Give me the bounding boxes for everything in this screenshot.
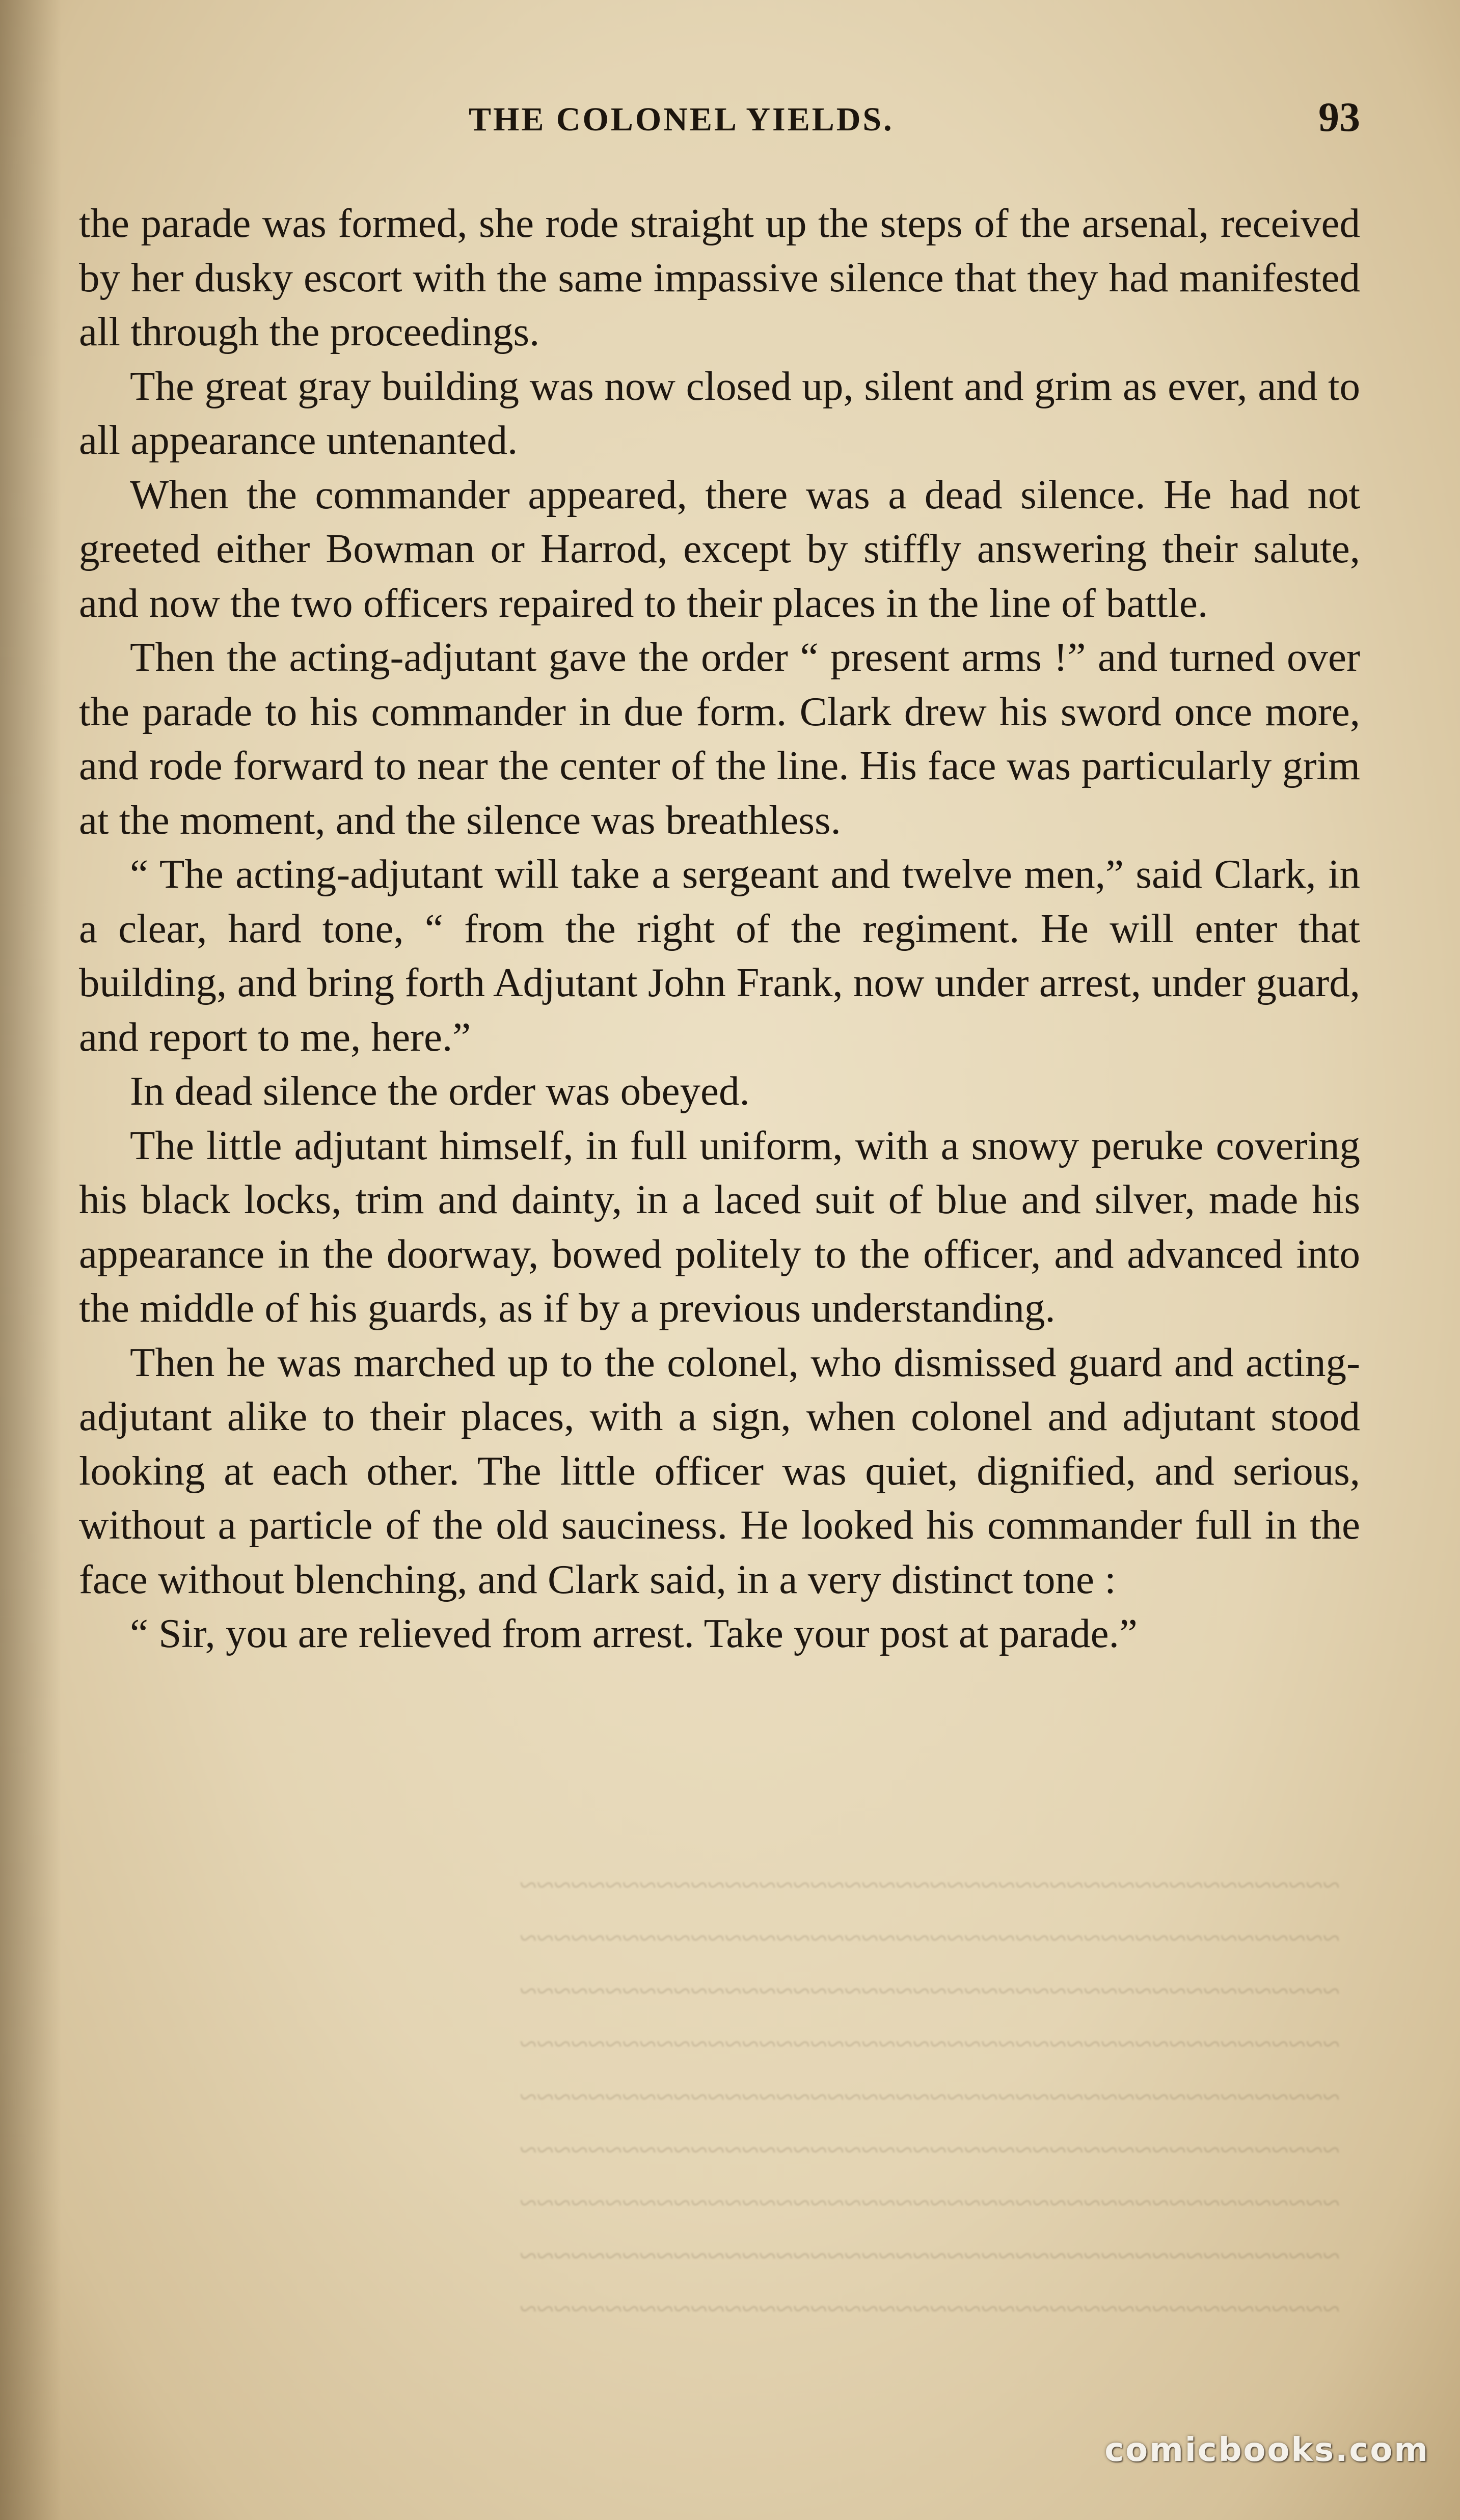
body-text [79, 196, 1360, 1661]
paragraph: “ The acting-adjutant will take a sergeant and twelve men,” said Clark, in a clear, hard tone, “ from the right of the regiment. He will enter that building, and bring forth Adjutant John Frank, now under arrest, under guard, and report to me, here.” [79, 851, 1360, 1060]
bleed-through-text: ~~~~~~~~~~~~~~~~~~~~~~~~~~~~~~~~~~~~~~~~~~~~~~~~ ~~~~~~~~~~~~~~~~~~~~~~~~~~~~~~~~~~~~~~~~~~~~~~~~ ~~~~~~~~~~~~~~~~~~~~~~~~~~~~~~~~~~~~~~~~~~~~~~~~ ~~~~~~~~~~~~~~~~~~~~~~~~~~~~~~~~~~~~~~~~~~~~~~~~ ~~~~~~~~~~~~~~~~~~~~~~~~~~~~~~~~~~~~~~~~~~~~~~~~ ~~~~~~~~~~~~~~~~~~~~~~~~~~~~~~~~~~~~~~~~~~~~~~~~ ~~~~~~~~~~~~~~~~~~~~~~~~~~~~~~~~~~~~~~~~~~~~~~~~ ~~~~~~~~~~~~~~~~~~~~~~~~~~~~~~~~~~~~~~~~~~~~~~~~ ~~~~~~~~~~~~~~~~~~~~~~~~~~~~~~~~~~~~~~~~~~~~~~~~ [519, 1868, 1340, 2326]
paragraph: The little adjutant himself, in full uniform, with a snowy peruke covering his black locks, trim and dainty, in a laced suit of blue and silver, made his appearance in the doorway, bowed politely to the officer, and advanced into the middle of his guards, as if by a previous understanding. [79, 1122, 1360, 1331]
watermark: comicbooks.com [1104, 2431, 1429, 2469]
binding-shadow [0, 0, 61, 2520]
page-number: 93 [1318, 94, 1360, 140]
paragraph: In dead silence the order was obeyed. [130, 1068, 750, 1114]
paragraph: The great gray building was now closed up, silent and grim as ever, and to all appearance untenanted. [79, 363, 1360, 463]
running-head: THE COLONEL YIELDS. [469, 101, 894, 138]
paragraph: “ Sir, you are relieved from arrest. Take your post at parade.” [130, 1610, 1138, 1656]
page-header [76, 89, 1360, 150]
paragraph: the parade was formed, she rode straight up the steps of the arsenal, received by her dusky escort with the same impassive silence that they had manifested all through the proceedings. [79, 200, 1360, 354]
paragraph: Then the acting-adjutant gave the order “ present arms !” and turned over the parade to his commander in due form. Clark drew his sword once more, and rode forward to near the center of the line. His face was particularly grim at the moment, and the silence was breathless. [79, 634, 1360, 843]
paragraph: When the commander appeared, there was a dead silence. He had not greeted either Bowman or Harrod, except by stiffly answering their salute, and now the two officers repaired to their places in the line of battle. [79, 471, 1360, 626]
paragraph: Then he was marched up to the colonel, who dismissed guard and acting-adjutant alike to their places, with a sign, when colonel and adjutant stood looking at each other. The little officer was quiet, dignified, and serious, without a particle of the old sauciness. He looked his commander full in the face without blenching, and Clark said, in a very distinct tone : [79, 1339, 1360, 1602]
